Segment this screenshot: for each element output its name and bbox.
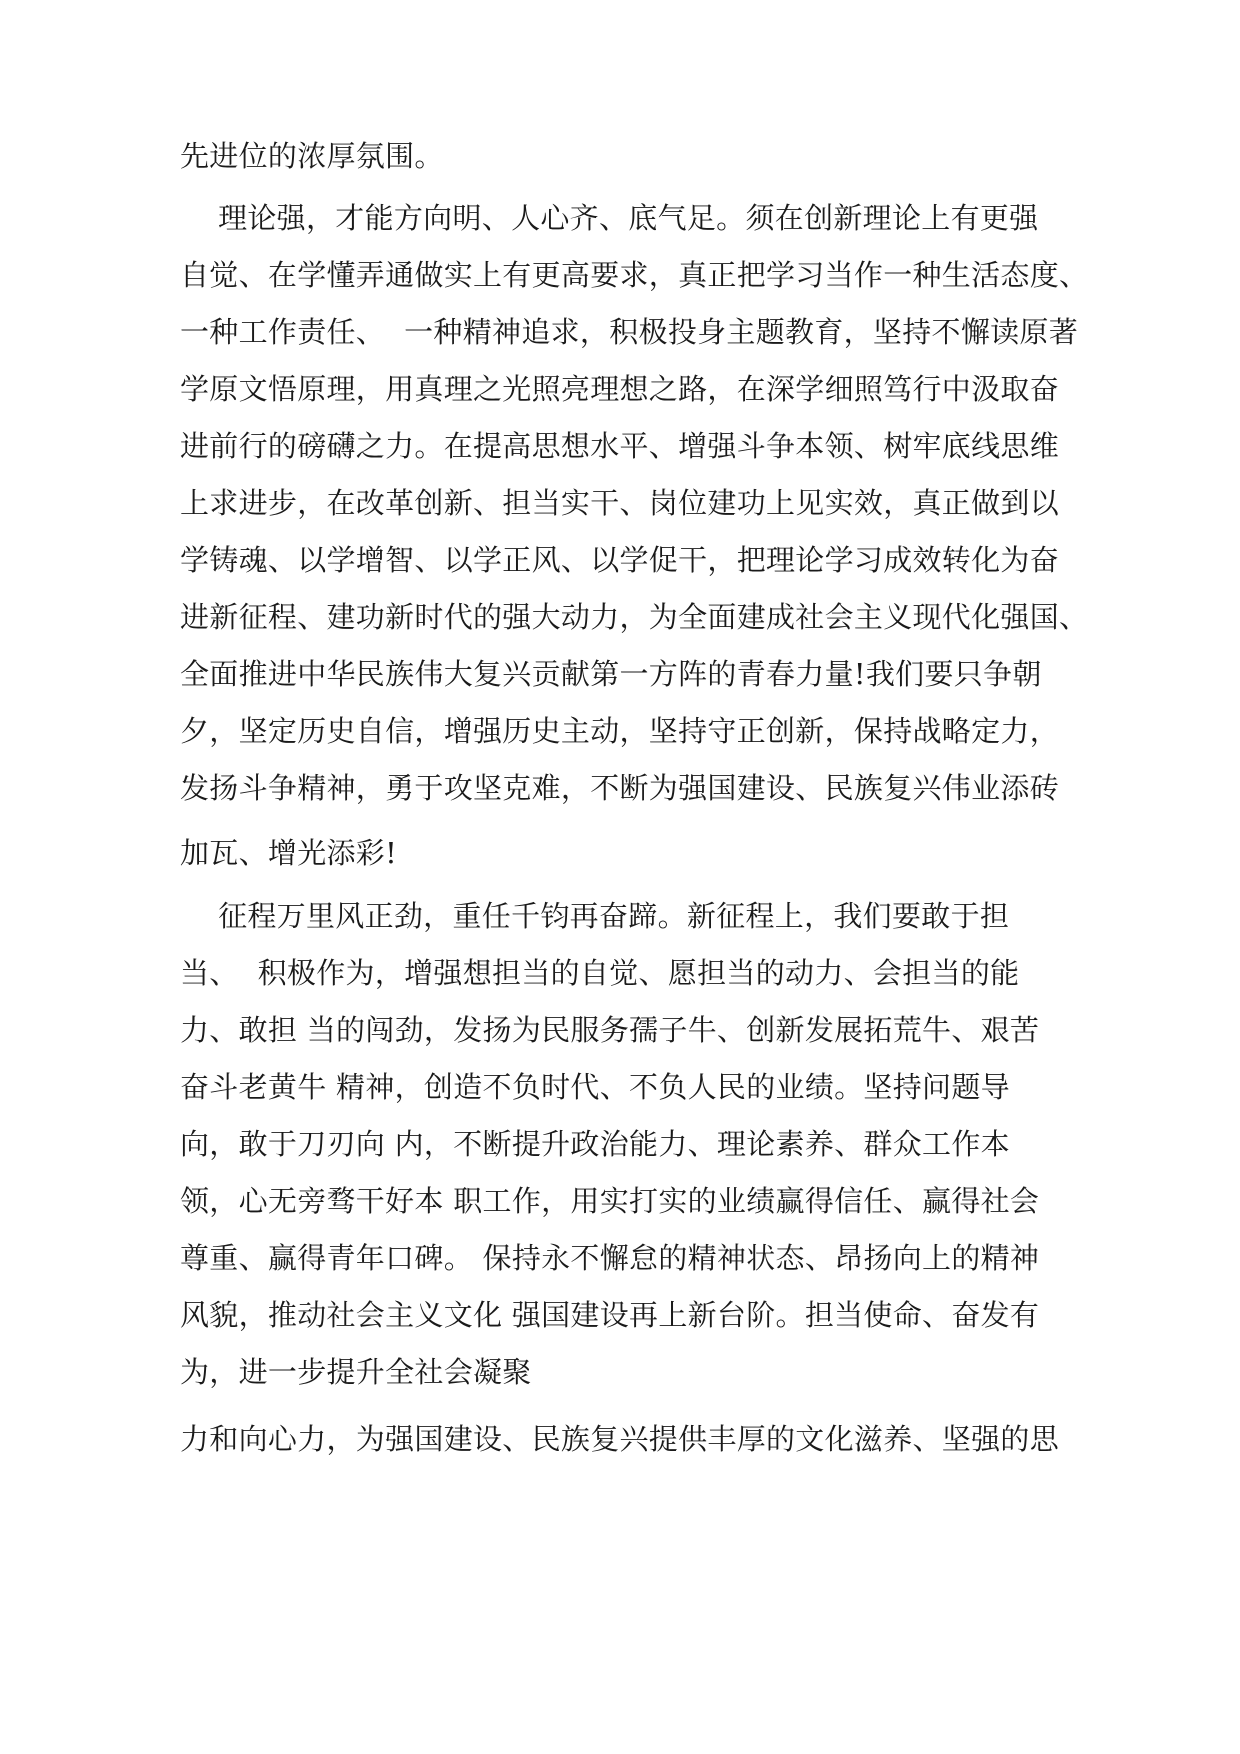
text-line: 征程万里风正劲，重任千钧再奋蹄。新征程上，我们要敢于担 (180, 899, 1010, 933)
text-line: 一种工作责任、 一种精神追求，积极投身主题教育，坚持不懈读原著 (180, 315, 1079, 349)
text-line: 向，敢于刀刃向 内，不断提升政治能力、理论素养、群众工作本 (180, 1127, 1010, 1161)
text-line: 发扬斗争精神，勇于攻坚克难，不断为强国建设、民族复兴伟业添砖 (180, 771, 1060, 805)
text-line: 当、 积极作为，增强想担当的自觉、愿担当的动力、会担当的能 (180, 956, 1020, 990)
text-line: 力和向心力，为强国建设、民族复兴提供丰厚的文化滋养、坚强的思 (180, 1422, 1060, 1456)
text-line: 学原文悟原理，用真理之光照亮理想之路，在深学细照笃行中汲取奋 (180, 372, 1060, 406)
text-line: 力、敢担 当的闯劲，发扬为民服务孺子牛、创新发展拓荒牛、艰苦 (180, 1013, 1040, 1047)
text-line: 先进位的浓厚氛围。 (180, 139, 444, 173)
text-line: 自觉、在学懂弄通做实上有更高要求，真正把学习当作一种生活态度、 (180, 258, 1089, 292)
text-line: 进新征程、建功新时代的强大动力，为全面建成社会主义现代化强国、 (180, 600, 1089, 634)
text-line: 奋斗老黄牛 精神，创造不负时代、不负人民的业绩。坚持问题导 (180, 1070, 1010, 1104)
text-line: 风貌，推动社会主义文化 强国建设再上新台阶。担当使命、奋发有 (180, 1298, 1040, 1332)
text-line: 领，心无旁骛干好本 职工作，用实打实的业绩赢得信任、赢得社会 (180, 1184, 1040, 1218)
text-line: 为，进一步提升全社会凝聚 (180, 1355, 532, 1389)
text-line: 夕，坚定历史自信，增强历史主动，坚持守正创新，保持战略定力， (180, 714, 1060, 748)
text-line: 进前行的磅礴之力。在提高思想水平、增强斗争本领、树牢底线思维 (180, 429, 1060, 463)
text-line: 上求进步，在改革创新、担当实干、岗位建功上见实效，真正做到以 (180, 486, 1060, 520)
text-line: 全面推进中华民族伟大复兴贡献第一方阵的青春力量!我们要只争朝 (180, 657, 1042, 691)
text-line: 理论强，才能方向明、人心齐、底气足。须在创新理论上有更强 (180, 201, 1039, 235)
text-line: 加瓦、增光添彩! (180, 836, 398, 870)
text-line: 学铸魂、以学增智、以学正风、以学促干，把理论学习成效转化为奋 (180, 543, 1060, 577)
text-line: 尊重、赢得青年口碑。 保持永不懈怠的精神状态、昂扬向上的精神 (180, 1241, 1040, 1275)
